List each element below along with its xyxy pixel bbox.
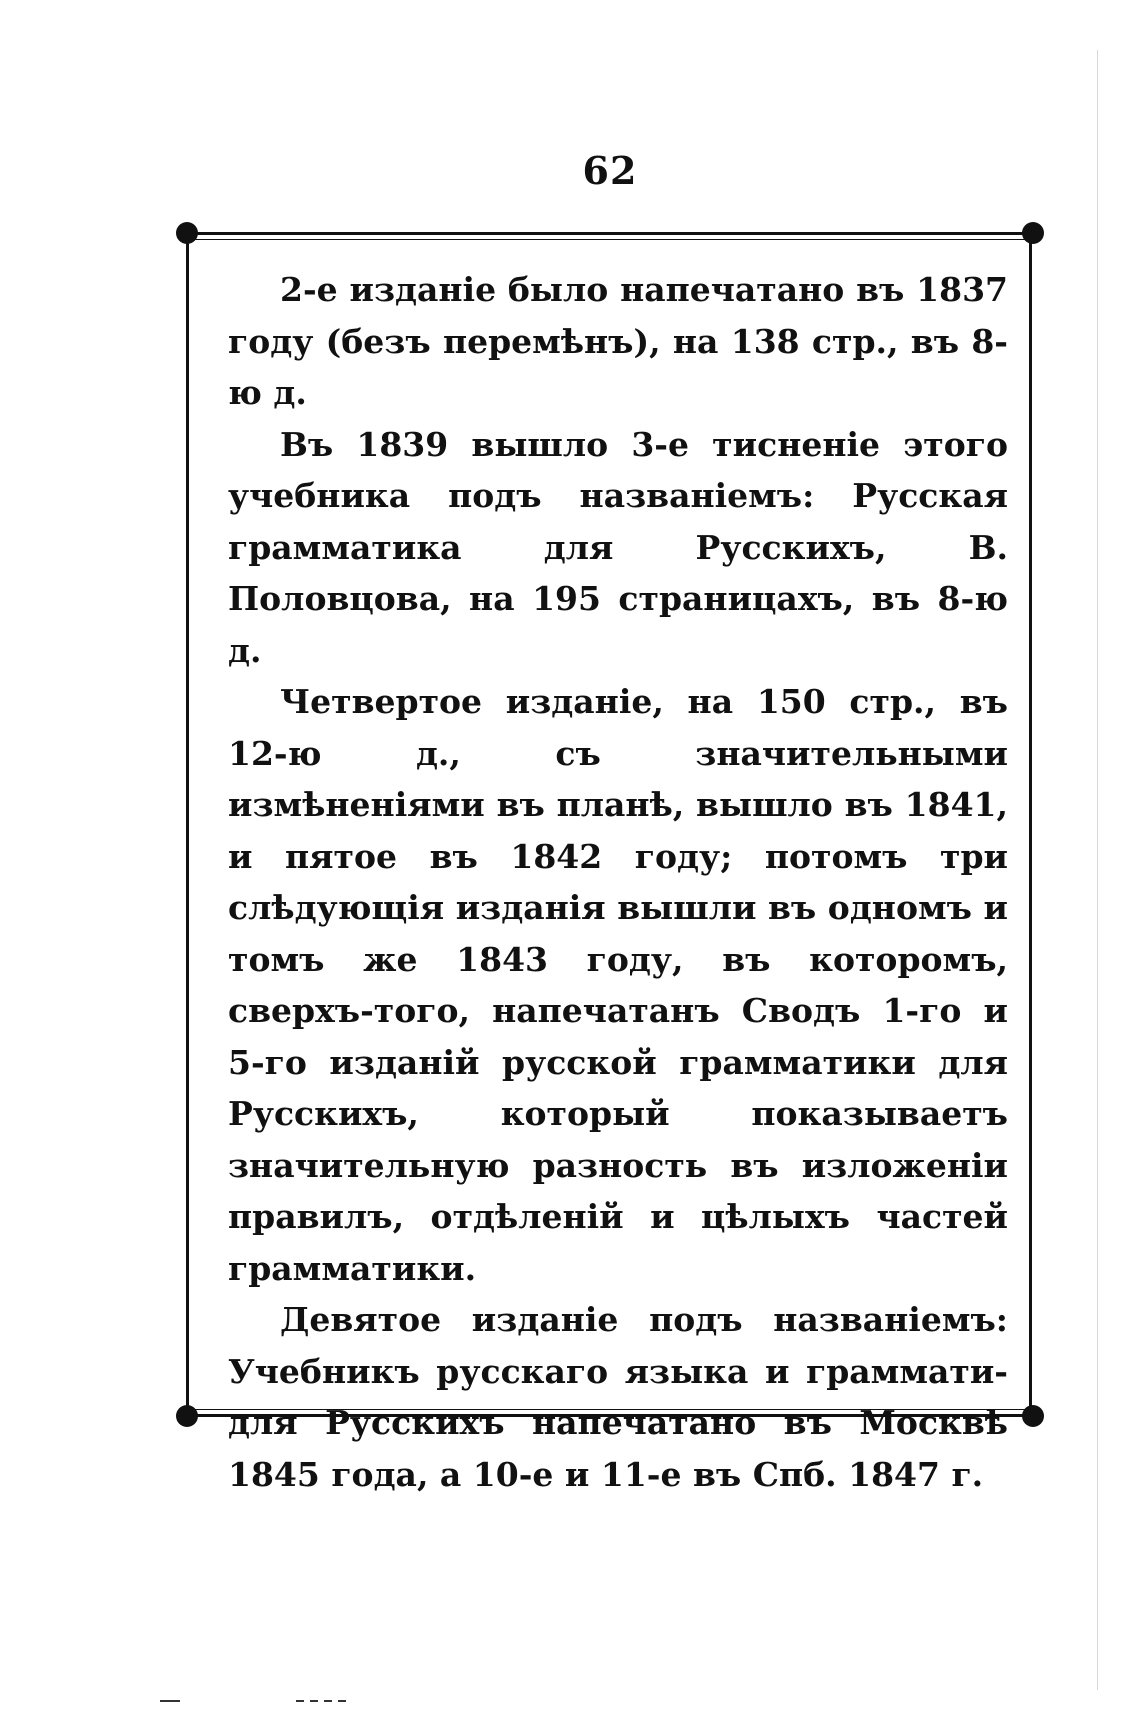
paragraph-2: Въ 1839 вышло 3-е тисненіе этого учебника подъ названіемъ: Русская грамматика для Русскихъ, В. Половцова, на 195 страницахъ, въ 8-ю д. [228,424,1008,670]
page-edge-line [1097,50,1098,1690]
bottom-margin-mark-dashes [296,1700,352,1702]
paragraph-3: Четвертое изданіе, на 150 стр., въ 12-ю д., съ значительными измѣненіями въ планѣ, вышло въ 1841, и пятое въ 1842 году; потомъ три слѣдующія изданія вышли въ одномъ и томъ же 1843 году, въ которомъ, сверхъ-того, напечатанъ Сводъ 1-го и 5-го изданій русской грамматики для Русскихъ, который показываетъ значительную разность въ изложеніи правилъ, отдѣленій и цѣлыхъ частей грамматики. [228,682,1008,1288]
paragraph-1: 2-е изданіе было напечатано въ 1837 году (безъ перемѣнъ), на 138 стр., въ 8-ю д. [228,270,1008,412]
body-text [228,264,1008,1500]
corner-ornament-top-right [1022,222,1044,244]
frame-top-rule [190,239,1028,240]
paragraph-4: Девятое изданіе подъ названіемъ: Учебникъ русскаго языка и граммати- для Русскихъ напечатано въ Москвѣ 1845 года, а 10-е и 11-е въ Спб. 1847 г. [228,1300,1008,1494]
bottom-margin-mark [160,1700,180,1702]
page-number: 62 [582,148,638,193]
corner-ornament-bottom-right [1022,1405,1044,1427]
corner-ornament-bottom-left [176,1405,198,1427]
corner-ornament-top-left [176,222,198,244]
